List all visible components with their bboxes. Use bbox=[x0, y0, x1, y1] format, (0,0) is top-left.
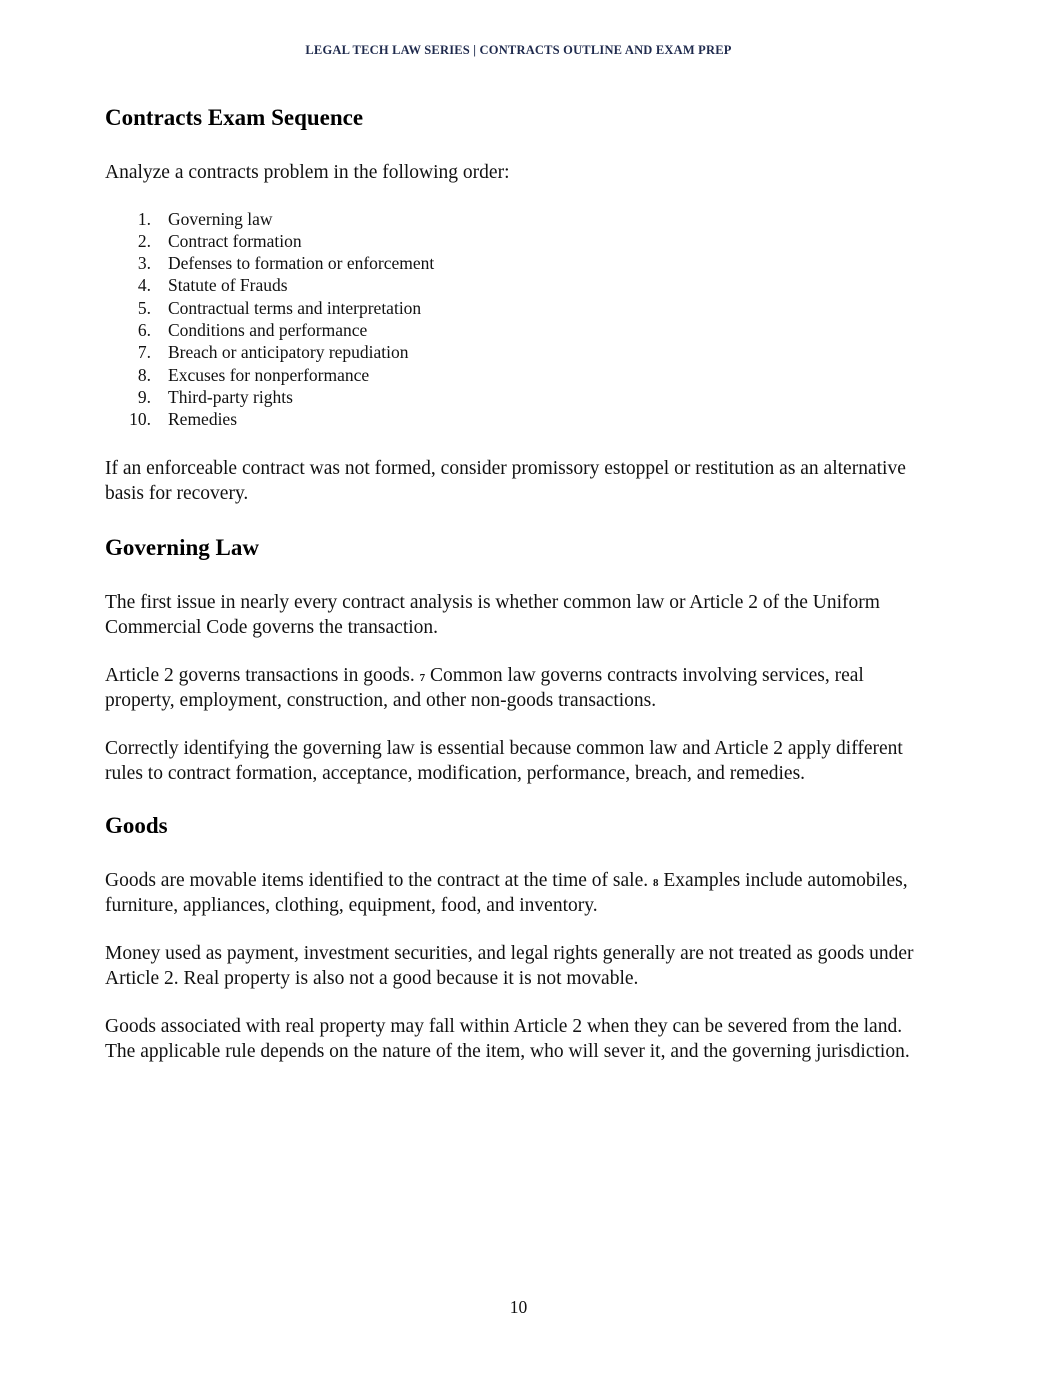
heading-governing-law: Governing Law bbox=[105, 535, 259, 561]
goods-paragraph-1 bbox=[105, 869, 935, 918]
list-item bbox=[105, 364, 935, 386]
list-item bbox=[105, 341, 935, 363]
list-item bbox=[105, 297, 935, 319]
list-item-text: Defenses to formation or enforcement bbox=[168, 253, 435, 274]
exam-sequence-list bbox=[105, 208, 935, 431]
list-item bbox=[105, 408, 935, 430]
goods-paragraph-2: Money used as payment, investment securities, and legal rights generally are not treated as goods under Article 2. Real property is also not a good because it is not movable. bbox=[105, 943, 914, 989]
exam-sequence-intro: Analyze a contracts problem in the following order: bbox=[105, 162, 510, 183]
goods-paragraph-3: Goods associated with real property may fall within Article 2 when they can be severed from the land. The applicable rule depends on the nature of the item, who will sever it, and the governing jurisdiction. bbox=[105, 1016, 910, 1062]
list-item-number: 9. bbox=[137, 386, 151, 407]
list-item bbox=[105, 386, 935, 408]
governing-law-paragraph-1: The first issue in nearly every contract analysis is whether common law or Article 2 of the Uniform Commercial Code governs the transaction. bbox=[105, 592, 880, 638]
list-item-text: Contractual terms and interpretation bbox=[168, 297, 422, 318]
list-item-text: Third-party rights bbox=[168, 386, 293, 407]
list-item-text: Excuses for nonperformance bbox=[168, 364, 370, 385]
list-item-number: 8. bbox=[137, 364, 151, 385]
list-item-number: 6. bbox=[137, 319, 151, 340]
list-item bbox=[105, 230, 935, 252]
footnote-reference[interactable]: 8 bbox=[653, 877, 659, 890]
list-item bbox=[105, 319, 935, 341]
list-item-text: Remedies bbox=[168, 409, 238, 430]
exam-sequence-closing: If an enforceable contract was not formed, consider promissory estoppel or restitution as an alternative basis for recovery. bbox=[105, 458, 906, 504]
list-item-text: Statute of Frauds bbox=[168, 275, 288, 296]
list-item-number: 7. bbox=[137, 342, 151, 363]
governing-law-paragraph-3: Correctly identifying the governing law is essential because common law and Article 2 apply different rules to contract formation, acceptance, modification, performance, breach, and remedies. bbox=[105, 738, 903, 784]
governing-law-paragraph-2 bbox=[105, 664, 935, 713]
list-item-number: 3. bbox=[137, 253, 151, 274]
list-item-number: 10. bbox=[129, 409, 151, 430]
list-item bbox=[105, 274, 935, 296]
heading-exam-sequence: Contracts Exam Sequence bbox=[105, 105, 364, 130]
list-item-text: Contract formation bbox=[168, 230, 302, 251]
heading-goods: Goods bbox=[105, 813, 168, 839]
list-item-text: Governing law bbox=[168, 208, 273, 229]
paragraph-text: Common law governs contracts involving services, real property, employment, construction, and other non-goods transactions. bbox=[105, 665, 864, 711]
running-header: LEGAL TECH LAW SERIES | CONTRACTS OUTLINE AND EXAM PREP bbox=[305, 43, 732, 57]
list-item-text: Breach or anticipatory repudiation bbox=[168, 342, 409, 363]
list-item-number: 5. bbox=[137, 297, 151, 318]
page-content bbox=[105, 104, 935, 1064]
paragraph-text: Examples include automobiles, furniture, appliances, clothing, equipment, food, and inventory. bbox=[105, 870, 908, 916]
list-item-text: Conditions and performance bbox=[168, 319, 368, 340]
list-item-number: 1. bbox=[137, 208, 151, 229]
list-item bbox=[105, 252, 935, 274]
footnote-reference[interactable]: 7 bbox=[419, 672, 426, 685]
list-item bbox=[105, 208, 935, 230]
list-item-number: 4. bbox=[137, 275, 151, 296]
page-number: 10 bbox=[509, 1297, 528, 1317]
paragraph-text: Goods are movable items identified to the contract at the time of sale. bbox=[105, 870, 649, 892]
list-item-number: 2. bbox=[137, 230, 151, 251]
paragraph-text: Article 2 governs transactions in goods. bbox=[105, 665, 415, 687]
